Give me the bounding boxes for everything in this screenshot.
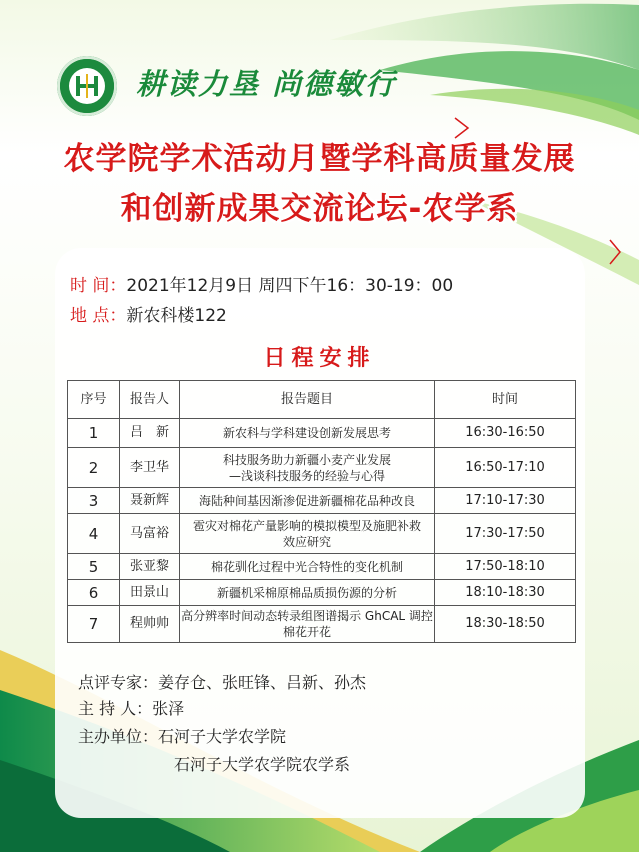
schedule-title: 日程安排 xyxy=(263,346,376,371)
row-topic xyxy=(180,488,435,514)
organizer-row-1 xyxy=(78,724,286,747)
organizer-2: 石河子大学农学院农学系 xyxy=(174,755,351,774)
table-row xyxy=(68,580,576,606)
schedule-table xyxy=(67,380,576,643)
row-time: 17:10-17:30 xyxy=(435,488,576,514)
row-topic xyxy=(180,554,435,580)
organizer-1: 石河子大学农学院 xyxy=(158,727,287,746)
header-topic: 报告题目 xyxy=(180,381,435,419)
table-row xyxy=(68,488,576,514)
table-header-row xyxy=(68,381,576,419)
university-logo xyxy=(57,56,117,116)
place-value: 新农科楼122 xyxy=(126,306,227,326)
row-topic xyxy=(180,580,435,606)
row-speaker: 聂新辉 xyxy=(120,488,180,514)
row-speaker: 马富裕 xyxy=(120,514,180,554)
topic-line: 效应研究 xyxy=(282,534,331,549)
row-number: 7 xyxy=(68,606,120,643)
time-value: 2021年12月9日 周四下午16：30-19：00 xyxy=(126,276,454,296)
topic-line: 高分辨率时间动态转录组图谱揭示 GhCAL 调控 xyxy=(181,609,433,623)
row-topic xyxy=(180,606,435,643)
topic-line: 科技服务助力新疆小麦产业发展 xyxy=(222,452,391,467)
topic-line: 棉花驯化过程中光合特性的变化机制 xyxy=(210,559,403,574)
place-row xyxy=(70,301,227,326)
host: 主 持 人：张泽 xyxy=(78,699,185,718)
row-time: 16:50-17:10 xyxy=(435,448,576,488)
row-speaker: 李卫华 xyxy=(120,448,180,488)
organizer-label: 主办单位： xyxy=(78,727,159,746)
topic-line: 新农科与学科建设创新发展思考 xyxy=(222,426,391,440)
row-time: 17:50-18:10 xyxy=(435,554,576,580)
topic-line: 棉花开花 xyxy=(282,625,331,639)
topic-line: 新疆机采棉原棉品质损伤源的分析 xyxy=(216,585,397,600)
row-speaker: 程帅帅 xyxy=(120,606,180,643)
reviewers: 点评专家：姜存仓、张旺锋、吕新、孙杰 xyxy=(78,673,367,692)
row-number: 5 xyxy=(68,554,120,580)
topic-line: —浅谈科技服务的经验与心得 xyxy=(228,468,385,483)
row-time: 18:10-18:30 xyxy=(435,580,576,606)
place-label: 地 点： xyxy=(70,306,127,326)
row-number: 4 xyxy=(68,514,120,554)
time-row xyxy=(70,271,453,296)
row-time: 16:30-16:50 xyxy=(435,419,576,448)
motto: 耕读力垦 尚德敏行 xyxy=(136,67,397,101)
row-number: 6 xyxy=(68,580,120,606)
table-row xyxy=(68,419,576,448)
row-number: 2 xyxy=(68,448,120,488)
row-number: 1 xyxy=(68,419,120,448)
title-line-1: 农学院学术活动月暨学科高质量发展 xyxy=(63,141,576,177)
title-line-2: 和创新成果交流论坛-农学系 xyxy=(120,191,519,227)
time-label: 时 间： xyxy=(70,276,127,296)
row-topic xyxy=(180,514,435,554)
row-topic xyxy=(180,419,435,448)
header-time: 时间 xyxy=(435,381,576,419)
logo-emblem-icon xyxy=(57,56,117,116)
row-time: 17:30-17:50 xyxy=(435,514,576,554)
topic-line: 海陆种间基因渐渗促进新疆棉花品种改良 xyxy=(198,493,415,508)
row-number: 3 xyxy=(68,488,120,514)
row-speaker: 吕 新 xyxy=(120,419,180,448)
header-speaker: 报告人 xyxy=(120,381,180,419)
table-row xyxy=(68,514,576,554)
topic-line: 雹灾对棉花产量影响的模拟模型及施肥补救 xyxy=(192,518,421,533)
row-speaker: 田景山 xyxy=(120,580,180,606)
table-row xyxy=(68,554,576,580)
row-speaker: 张亚黎 xyxy=(120,554,180,580)
table-row xyxy=(68,606,576,643)
header-no: 序号 xyxy=(68,381,120,419)
row-topic xyxy=(180,448,435,488)
row-time: 18:30-18:50 xyxy=(435,606,576,643)
table-row xyxy=(68,448,576,488)
